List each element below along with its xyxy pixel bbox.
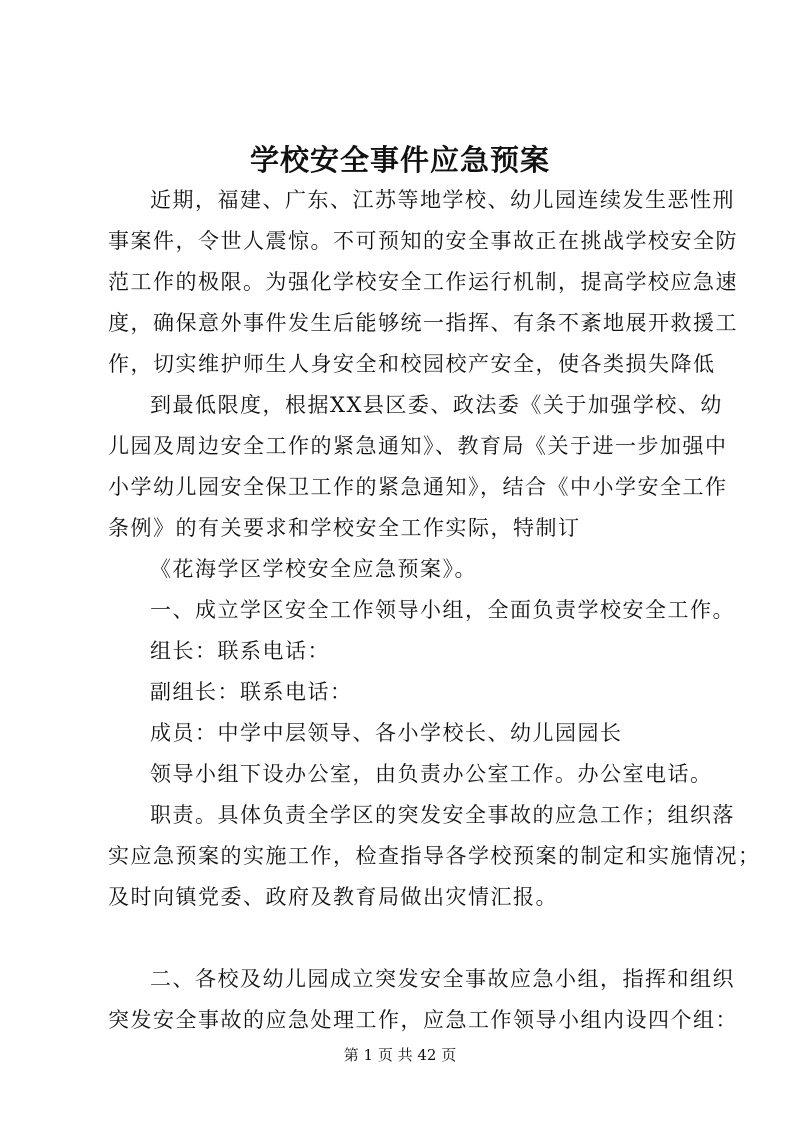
page-number: 第 1 页 共 42 页 [343,1046,457,1064]
paragraph-spacer [108,918,718,959]
paragraph-line: 条例》的有关要求和学校安全工作实际，特制订 [108,516,581,540]
paragraph-line: 职责。具体负责全学区的突发安全事故的应急工作；组织落 [150,803,735,827]
document-title: 学校安全事件应急预案 [249,143,550,177]
paragraph-line: 及时向镇党委、政府及教育局做出灾情汇报。 [108,885,558,909]
paragraph-line: 范工作的极限。为强化学校安全工作运行机制，提高学校应急速 [108,270,738,294]
paragraph-line: 儿园及周边安全工作的紧急通知》、教育局《关于进一步加强中 [108,434,728,458]
paragraph-line: 度，确保意外事件发生后能够统一指挥、有条不紊地展开救援工 [108,311,738,335]
paragraph-line: 实应急预案的实施工作，检查指导各学校预案的制定和实施情况； [108,844,761,868]
document-body [108,180,761,1041]
paragraph-line: 组长：联系电话： [150,639,330,663]
section-heading: 一、成立学区安全工作领导小组，全面负责学校安全工作。 [150,598,735,622]
paragraph-line: 到最低限度，根据XX县区委、政法委《关于加强学校、幼 [150,393,723,417]
paragraph-line: 作，切实维护师生人身安全和校园校产安全，使各类损失降低 [108,352,716,376]
section-heading: 二、各校及幼儿园成立突发安全事故应急小组，指挥和组织 [150,967,735,991]
paragraph-line: 近期，福建、广东、江苏等地学校、幼儿园连续发生恶性刑 [150,188,735,212]
paragraph-line: 成员：中学中层领导、各小学校长、幼儿园园长 [150,721,623,745]
paragraph-line: 小学幼儿园安全保卫工作的紧急通知》，结合《中小学安全工作 [108,475,728,499]
paragraph-line: 《花海学区学校安全应急预案》。 [150,557,477,581]
paragraph-line: 突发安全事故的应急处理工作，应急工作领导小组内设四个组： [108,1008,738,1032]
paragraph-line: 领导小组下设办公室，由负责办公室工作。办公室电话。 [150,762,713,786]
paragraph-line: 副组长：联系电话： [150,680,353,704]
paragraph-line: 事案件，令世人震惊。不可预知的安全事故正在挑战学校安全防 [108,229,738,253]
